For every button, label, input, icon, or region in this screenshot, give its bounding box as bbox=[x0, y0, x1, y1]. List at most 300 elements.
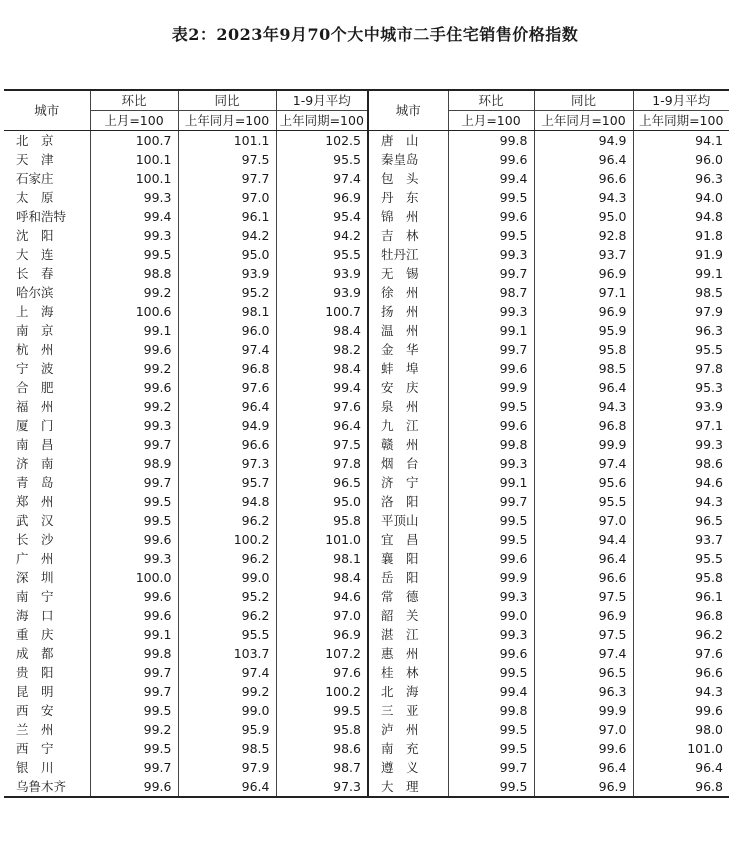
city-name-right: 烟 台 bbox=[368, 454, 448, 473]
mom-value-right: 99.6 bbox=[448, 416, 534, 435]
table-row bbox=[4, 739, 729, 758]
mom-value-left: 99.3 bbox=[90, 416, 178, 435]
mom-value-left: 100.0 bbox=[90, 568, 178, 587]
ytd-value-left: 96.5 bbox=[276, 473, 368, 492]
city-name-left: 哈尔滨 bbox=[16, 285, 54, 300]
table-row bbox=[4, 644, 729, 663]
mom-value-left: 100.1 bbox=[90, 169, 178, 188]
yoy-value-right: 97.0 bbox=[534, 511, 633, 530]
header-row-1 bbox=[4, 90, 729, 111]
table-body bbox=[4, 131, 729, 798]
city-name-right: 金 华 bbox=[368, 340, 448, 359]
mom-value-right: 99.3 bbox=[448, 454, 534, 473]
city-name-left: 西 安 bbox=[16, 703, 54, 718]
yoy-value-left: 96.2 bbox=[178, 511, 276, 530]
yoy-value-left: 96.2 bbox=[178, 606, 276, 625]
ytd-value-right: 99.3 bbox=[633, 435, 729, 454]
yoy-value-right: 95.9 bbox=[534, 321, 633, 340]
city-name-right: 韶 关 bbox=[368, 606, 448, 625]
yoy-value-left: 99.0 bbox=[178, 568, 276, 587]
ytd-value-right: 96.5 bbox=[633, 511, 729, 530]
city-name-left: 济 南 bbox=[16, 456, 54, 471]
city-name-left: 银 川 bbox=[16, 760, 54, 775]
mom-value-left: 99.2 bbox=[90, 397, 178, 416]
mom-value-right: 99.3 bbox=[448, 245, 534, 264]
mom-value-left: 99.5 bbox=[90, 739, 178, 758]
city-name-right: 泉 州 bbox=[368, 397, 448, 416]
table-row bbox=[4, 359, 729, 378]
mom-value-left: 99.8 bbox=[90, 644, 178, 663]
mom-value-left: 99.3 bbox=[90, 549, 178, 568]
city-name-right: 丹 东 bbox=[368, 188, 448, 207]
mom-value-left: 99.3 bbox=[90, 226, 178, 245]
mom-value-left: 99.5 bbox=[90, 245, 178, 264]
yoy-value-left: 97.0 bbox=[178, 188, 276, 207]
yoy-value-right: 96.9 bbox=[534, 302, 633, 321]
mom-value-right: 99.5 bbox=[448, 511, 534, 530]
table-row bbox=[4, 549, 729, 568]
mom-value-right: 99.7 bbox=[448, 492, 534, 511]
ytd-value-left: 100.2 bbox=[276, 682, 368, 701]
ytd-value-left: 95.8 bbox=[276, 511, 368, 530]
yoy-value-left: 97.9 bbox=[178, 758, 276, 777]
header-yoy-base-right: 上年同月=100 bbox=[534, 111, 633, 131]
mom-value-right: 99.5 bbox=[448, 188, 534, 207]
city-name-left: 太 原 bbox=[16, 190, 54, 205]
ytd-value-left: 99.4 bbox=[276, 378, 368, 397]
ytd-value-right: 96.8 bbox=[633, 777, 729, 797]
yoy-value-left: 97.7 bbox=[178, 169, 276, 188]
mom-value-left: 99.1 bbox=[90, 321, 178, 340]
ytd-value-left: 97.8 bbox=[276, 454, 368, 473]
city-name-right: 温 州 bbox=[368, 321, 448, 340]
mom-value-left: 99.3 bbox=[90, 188, 178, 207]
yoy-value-right: 97.5 bbox=[534, 625, 633, 644]
mom-value-left: 99.6 bbox=[90, 340, 178, 359]
yoy-value-left: 95.9 bbox=[178, 720, 276, 739]
city-name-left: 北 京 bbox=[16, 133, 54, 148]
yoy-value-left: 96.2 bbox=[178, 549, 276, 568]
ytd-value-right: 97.1 bbox=[633, 416, 729, 435]
ytd-value-right: 95.8 bbox=[633, 568, 729, 587]
city-name-left: 广 州 bbox=[16, 551, 54, 566]
ytd-value-left: 94.2 bbox=[276, 226, 368, 245]
city-name-left: 兰 州 bbox=[16, 722, 54, 737]
ytd-value-left: 98.4 bbox=[276, 568, 368, 587]
mom-value-left: 98.8 bbox=[90, 264, 178, 283]
yoy-value-left: 97.4 bbox=[178, 340, 276, 359]
ytd-value-left: 97.4 bbox=[276, 169, 368, 188]
ytd-value-left: 96.9 bbox=[276, 188, 368, 207]
city-name-left: 上 海 bbox=[16, 304, 54, 319]
ytd-value-right: 97.8 bbox=[633, 359, 729, 378]
mom-value-left: 99.7 bbox=[90, 473, 178, 492]
table-row bbox=[4, 663, 729, 682]
ytd-value-left: 97.6 bbox=[276, 397, 368, 416]
ytd-value-left: 98.4 bbox=[276, 321, 368, 340]
yoy-value-right: 99.9 bbox=[534, 435, 633, 454]
yoy-value-right: 95.0 bbox=[534, 207, 633, 226]
ytd-value-right: 97.9 bbox=[633, 302, 729, 321]
ytd-value-right: 93.7 bbox=[633, 530, 729, 549]
yoy-value-right: 96.4 bbox=[534, 758, 633, 777]
city-name-right: 九 江 bbox=[368, 416, 448, 435]
yoy-value-left: 94.2 bbox=[178, 226, 276, 245]
ytd-value-right: 96.8 bbox=[633, 606, 729, 625]
header-yoy-left: 同比 bbox=[178, 90, 276, 111]
yoy-value-right: 96.4 bbox=[534, 150, 633, 169]
yoy-value-left: 97.3 bbox=[178, 454, 276, 473]
city-name-right: 吉 林 bbox=[368, 226, 448, 245]
table-row bbox=[4, 701, 729, 720]
yoy-value-left: 93.9 bbox=[178, 264, 276, 283]
yoy-value-left: 103.7 bbox=[178, 644, 276, 663]
ytd-value-right: 99.6 bbox=[633, 701, 729, 720]
city-name-right: 济 宁 bbox=[368, 473, 448, 492]
ytd-value-left: 93.9 bbox=[276, 283, 368, 302]
ytd-value-right: 94.3 bbox=[633, 682, 729, 701]
ytd-value-left: 98.1 bbox=[276, 549, 368, 568]
table-row bbox=[4, 720, 729, 739]
city-name-right: 湛 江 bbox=[368, 625, 448, 644]
yoy-value-right: 94.4 bbox=[534, 530, 633, 549]
header-ytd-left: 1-9月平均 bbox=[276, 90, 368, 111]
yoy-value-right: 95.6 bbox=[534, 473, 633, 492]
mom-value-right: 99.4 bbox=[448, 682, 534, 701]
yoy-value-left: 96.4 bbox=[178, 777, 276, 797]
mom-value-left: 99.6 bbox=[90, 378, 178, 397]
city-name-right: 蚌 埠 bbox=[368, 359, 448, 378]
city-name-right: 包 头 bbox=[368, 169, 448, 188]
city-name-left: 石家庄 bbox=[16, 171, 54, 186]
yoy-value-right: 95.8 bbox=[534, 340, 633, 359]
ytd-value-right: 98.6 bbox=[633, 454, 729, 473]
city-name-left: 大 连 bbox=[16, 247, 54, 262]
table-row bbox=[4, 568, 729, 587]
city-name-left: 南 宁 bbox=[16, 589, 54, 604]
city-name-right: 扬 州 bbox=[368, 302, 448, 321]
city-name-left: 海 口 bbox=[16, 608, 54, 623]
table-row bbox=[4, 264, 729, 283]
yoy-value-right: 97.4 bbox=[534, 644, 633, 663]
yoy-value-right: 96.6 bbox=[534, 169, 633, 188]
mom-value-right: 99.6 bbox=[448, 359, 534, 378]
city-name-left: 呼和浩特 bbox=[16, 209, 67, 224]
table-header bbox=[4, 90, 729, 131]
city-name-right: 无 锡 bbox=[368, 264, 448, 283]
yoy-value-right: 92.8 bbox=[534, 226, 633, 245]
table-row bbox=[4, 283, 729, 302]
yoy-value-left: 97.5 bbox=[178, 150, 276, 169]
header-ytd-base-left: 上年同期=100 bbox=[276, 111, 368, 131]
yoy-value-right: 96.4 bbox=[534, 549, 633, 568]
ytd-value-right: 96.3 bbox=[633, 321, 729, 340]
city-name-right: 南 充 bbox=[368, 739, 448, 758]
ytd-value-right: 98.0 bbox=[633, 720, 729, 739]
yoy-value-right: 97.4 bbox=[534, 454, 633, 473]
yoy-value-left: 100.2 bbox=[178, 530, 276, 549]
yoy-value-left: 96.6 bbox=[178, 435, 276, 454]
header-ytd-right: 1-9月平均 bbox=[633, 90, 729, 111]
mom-value-left: 99.4 bbox=[90, 207, 178, 226]
table-row bbox=[4, 321, 729, 340]
city-name-right: 锦 州 bbox=[368, 207, 448, 226]
mom-value-right: 99.5 bbox=[448, 739, 534, 758]
yoy-value-left: 96.1 bbox=[178, 207, 276, 226]
table-row bbox=[4, 435, 729, 454]
city-name-left: 杭 州 bbox=[16, 342, 54, 357]
table-row bbox=[4, 682, 729, 701]
mom-value-left: 99.5 bbox=[90, 511, 178, 530]
mom-value-left: 99.7 bbox=[90, 758, 178, 777]
yoy-value-left: 95.2 bbox=[178, 587, 276, 606]
city-name-right: 徐 州 bbox=[368, 283, 448, 302]
mom-value-right: 99.6 bbox=[448, 644, 534, 663]
yoy-value-right: 97.5 bbox=[534, 587, 633, 606]
price-index-table bbox=[4, 89, 729, 798]
city-name-left: 福 州 bbox=[16, 399, 54, 414]
table-row bbox=[4, 302, 729, 321]
mom-value-left: 100.6 bbox=[90, 302, 178, 321]
city-name-left: 乌鲁木齐 bbox=[16, 779, 67, 794]
mom-value-right: 99.6 bbox=[448, 549, 534, 568]
ytd-value-right: 94.1 bbox=[633, 131, 729, 151]
yoy-value-left: 99.2 bbox=[178, 682, 276, 701]
mom-value-right: 99.7 bbox=[448, 758, 534, 777]
city-name-right: 秦皇岛 bbox=[368, 150, 448, 169]
yoy-value-right: 96.6 bbox=[534, 568, 633, 587]
yoy-value-right: 96.5 bbox=[534, 663, 633, 682]
ytd-value-left: 97.5 bbox=[276, 435, 368, 454]
yoy-value-left: 94.9 bbox=[178, 416, 276, 435]
city-name-left: 武 汉 bbox=[16, 513, 54, 528]
header-ytd-base-right: 上年同期=100 bbox=[633, 111, 729, 131]
city-name-left: 郑 州 bbox=[16, 494, 54, 509]
table-row bbox=[4, 150, 729, 169]
city-name-right: 安 庆 bbox=[368, 378, 448, 397]
table-row bbox=[4, 188, 729, 207]
city-name-left: 成 都 bbox=[16, 646, 54, 661]
ytd-value-right: 96.1 bbox=[633, 587, 729, 606]
ytd-value-right: 99.1 bbox=[633, 264, 729, 283]
ytd-value-left: 95.8 bbox=[276, 720, 368, 739]
mom-value-left: 99.2 bbox=[90, 283, 178, 302]
city-name-right: 平顶山 bbox=[368, 511, 448, 530]
yoy-value-left: 95.7 bbox=[178, 473, 276, 492]
yoy-value-left: 101.1 bbox=[178, 131, 276, 151]
ytd-value-right: 96.6 bbox=[633, 663, 729, 682]
city-name-right: 惠 州 bbox=[368, 644, 448, 663]
table-row bbox=[4, 758, 729, 777]
mom-value-right: 99.9 bbox=[448, 378, 534, 397]
price-index-table-container bbox=[4, 89, 729, 798]
table-row bbox=[4, 777, 729, 797]
yoy-value-left: 99.0 bbox=[178, 701, 276, 720]
mom-value-right: 99.5 bbox=[448, 777, 534, 797]
city-name-left: 西 宁 bbox=[16, 741, 54, 756]
table-row bbox=[4, 473, 729, 492]
yoy-value-left: 96.8 bbox=[178, 359, 276, 378]
header-yoy-base-left: 上年同月=100 bbox=[178, 111, 276, 131]
yoy-value-right: 99.6 bbox=[534, 739, 633, 758]
city-name-right: 唐 山 bbox=[368, 131, 448, 151]
mom-value-right: 99.8 bbox=[448, 131, 534, 151]
ytd-value-right: 94.8 bbox=[633, 207, 729, 226]
mom-value-left: 99.7 bbox=[90, 663, 178, 682]
ytd-value-right: 98.5 bbox=[633, 283, 729, 302]
city-name-right: 三 亚 bbox=[368, 701, 448, 720]
table-row bbox=[4, 340, 729, 359]
yoy-value-right: 96.3 bbox=[534, 682, 633, 701]
city-name-left: 重 庆 bbox=[16, 627, 54, 642]
header-yoy-right: 同比 bbox=[534, 90, 633, 111]
ytd-value-left: 102.5 bbox=[276, 131, 368, 151]
city-name-right: 桂 林 bbox=[368, 663, 448, 682]
city-name-right: 襄 阳 bbox=[368, 549, 448, 568]
header-mom-left: 环比 bbox=[90, 90, 178, 111]
table-row bbox=[4, 245, 729, 264]
city-name-right: 洛 阳 bbox=[368, 492, 448, 511]
yoy-value-right: 94.3 bbox=[534, 188, 633, 207]
city-name-left: 宁 波 bbox=[16, 361, 54, 376]
city-name-left: 沈 阳 bbox=[16, 228, 54, 243]
yoy-value-left: 95.5 bbox=[178, 625, 276, 644]
table-row bbox=[4, 169, 729, 188]
ytd-value-right: 91.9 bbox=[633, 245, 729, 264]
yoy-value-left: 95.0 bbox=[178, 245, 276, 264]
ytd-value-right: 96.2 bbox=[633, 625, 729, 644]
yoy-value-right: 96.9 bbox=[534, 777, 633, 797]
yoy-value-right: 96.4 bbox=[534, 378, 633, 397]
table-row bbox=[4, 587, 729, 606]
ytd-value-left: 98.4 bbox=[276, 359, 368, 378]
ytd-value-right: 95.5 bbox=[633, 549, 729, 568]
mom-value-left: 100.7 bbox=[90, 131, 178, 151]
mom-value-right: 99.8 bbox=[448, 435, 534, 454]
header-mom-right: 环比 bbox=[448, 90, 534, 111]
city-name-right: 岳 阳 bbox=[368, 568, 448, 587]
mom-value-right: 99.5 bbox=[448, 530, 534, 549]
yoy-value-right: 95.5 bbox=[534, 492, 633, 511]
city-name-left: 长 沙 bbox=[16, 532, 54, 547]
ytd-value-left: 94.6 bbox=[276, 587, 368, 606]
ytd-value-right: 94.0 bbox=[633, 188, 729, 207]
table-row bbox=[4, 530, 729, 549]
ytd-value-right: 95.3 bbox=[633, 378, 729, 397]
yoy-value-right: 96.9 bbox=[534, 606, 633, 625]
city-name-left: 南 昌 bbox=[16, 437, 54, 452]
ytd-value-left: 98.7 bbox=[276, 758, 368, 777]
mom-value-right: 99.7 bbox=[448, 264, 534, 283]
mom-value-right: 99.6 bbox=[448, 150, 534, 169]
ytd-value-left: 98.6 bbox=[276, 739, 368, 758]
city-name-right: 牡丹江 bbox=[368, 245, 448, 264]
yoy-value-left: 94.8 bbox=[178, 492, 276, 511]
mom-value-right: 99.5 bbox=[448, 663, 534, 682]
ytd-value-left: 100.7 bbox=[276, 302, 368, 321]
ytd-value-left: 95.0 bbox=[276, 492, 368, 511]
table-row bbox=[4, 416, 729, 435]
city-name-left: 贵 阳 bbox=[16, 665, 54, 680]
yoy-value-right: 93.7 bbox=[534, 245, 633, 264]
mom-value-right: 99.3 bbox=[448, 587, 534, 606]
yoy-value-left: 96.4 bbox=[178, 397, 276, 416]
city-name-left: 深 圳 bbox=[16, 570, 54, 585]
yoy-value-left: 95.2 bbox=[178, 283, 276, 302]
city-name-left: 长 春 bbox=[16, 266, 54, 281]
mom-value-left: 99.1 bbox=[90, 625, 178, 644]
table-row bbox=[4, 131, 729, 151]
ytd-value-right: 97.6 bbox=[633, 644, 729, 663]
mom-value-right: 99.5 bbox=[448, 226, 534, 245]
city-name-left: 厦 门 bbox=[16, 418, 54, 433]
mom-value-left: 99.7 bbox=[90, 682, 178, 701]
header-mom-base-right: 上月=100 bbox=[448, 111, 534, 131]
header-row-2 bbox=[4, 111, 729, 131]
mom-value-right: 98.7 bbox=[448, 283, 534, 302]
ytd-value-right: 95.5 bbox=[633, 340, 729, 359]
ytd-value-right: 93.9 bbox=[633, 397, 729, 416]
mom-value-left: 99.2 bbox=[90, 359, 178, 378]
city-name-right: 赣 州 bbox=[368, 435, 448, 454]
table-row bbox=[4, 207, 729, 226]
yoy-value-right: 94.9 bbox=[534, 131, 633, 151]
yoy-value-left: 96.0 bbox=[178, 321, 276, 340]
header-city-right: 城市 bbox=[368, 90, 448, 131]
mom-value-right: 99.4 bbox=[448, 169, 534, 188]
mom-value-right: 99.1 bbox=[448, 321, 534, 340]
mom-value-right: 99.1 bbox=[448, 473, 534, 492]
ytd-value-left: 95.5 bbox=[276, 245, 368, 264]
ytd-value-left: 93.9 bbox=[276, 264, 368, 283]
ytd-value-right: 94.6 bbox=[633, 473, 729, 492]
city-name-left: 南 京 bbox=[16, 323, 54, 338]
yoy-value-right: 97.1 bbox=[534, 283, 633, 302]
ytd-value-left: 98.2 bbox=[276, 340, 368, 359]
header-city-left: 城市 bbox=[4, 90, 90, 131]
table-row bbox=[4, 378, 729, 397]
mom-value-right: 99.9 bbox=[448, 568, 534, 587]
yoy-value-left: 97.4 bbox=[178, 663, 276, 682]
mom-value-left: 99.6 bbox=[90, 587, 178, 606]
ytd-value-left: 96.9 bbox=[276, 625, 368, 644]
mom-value-left: 99.7 bbox=[90, 435, 178, 454]
ytd-value-left: 97.0 bbox=[276, 606, 368, 625]
mom-value-left: 99.5 bbox=[90, 701, 178, 720]
city-name-left: 天 津 bbox=[16, 152, 54, 167]
city-name-right: 北 海 bbox=[368, 682, 448, 701]
mom-value-left: 99.6 bbox=[90, 606, 178, 625]
ytd-value-left: 99.5 bbox=[276, 701, 368, 720]
page-title: 表2：2023年9月70个大中城市二手住宅销售价格指数 bbox=[171, 25, 579, 44]
mom-value-right: 99.8 bbox=[448, 701, 534, 720]
yoy-value-left: 98.5 bbox=[178, 739, 276, 758]
ytd-value-left: 97.3 bbox=[276, 777, 368, 797]
mom-value-left: 99.6 bbox=[90, 530, 178, 549]
ytd-value-right: 94.3 bbox=[633, 492, 729, 511]
city-name-right: 宜 昌 bbox=[368, 530, 448, 549]
table-row bbox=[4, 492, 729, 511]
mom-value-left: 99.2 bbox=[90, 720, 178, 739]
header-mom-base-left: 上月=100 bbox=[90, 111, 178, 131]
yoy-value-left: 97.6 bbox=[178, 378, 276, 397]
yoy-value-right: 97.0 bbox=[534, 720, 633, 739]
city-name-left: 青 岛 bbox=[16, 475, 54, 490]
table-row bbox=[4, 397, 729, 416]
yoy-value-right: 99.9 bbox=[534, 701, 633, 720]
ytd-value-right: 96.3 bbox=[633, 169, 729, 188]
table-row bbox=[4, 511, 729, 530]
